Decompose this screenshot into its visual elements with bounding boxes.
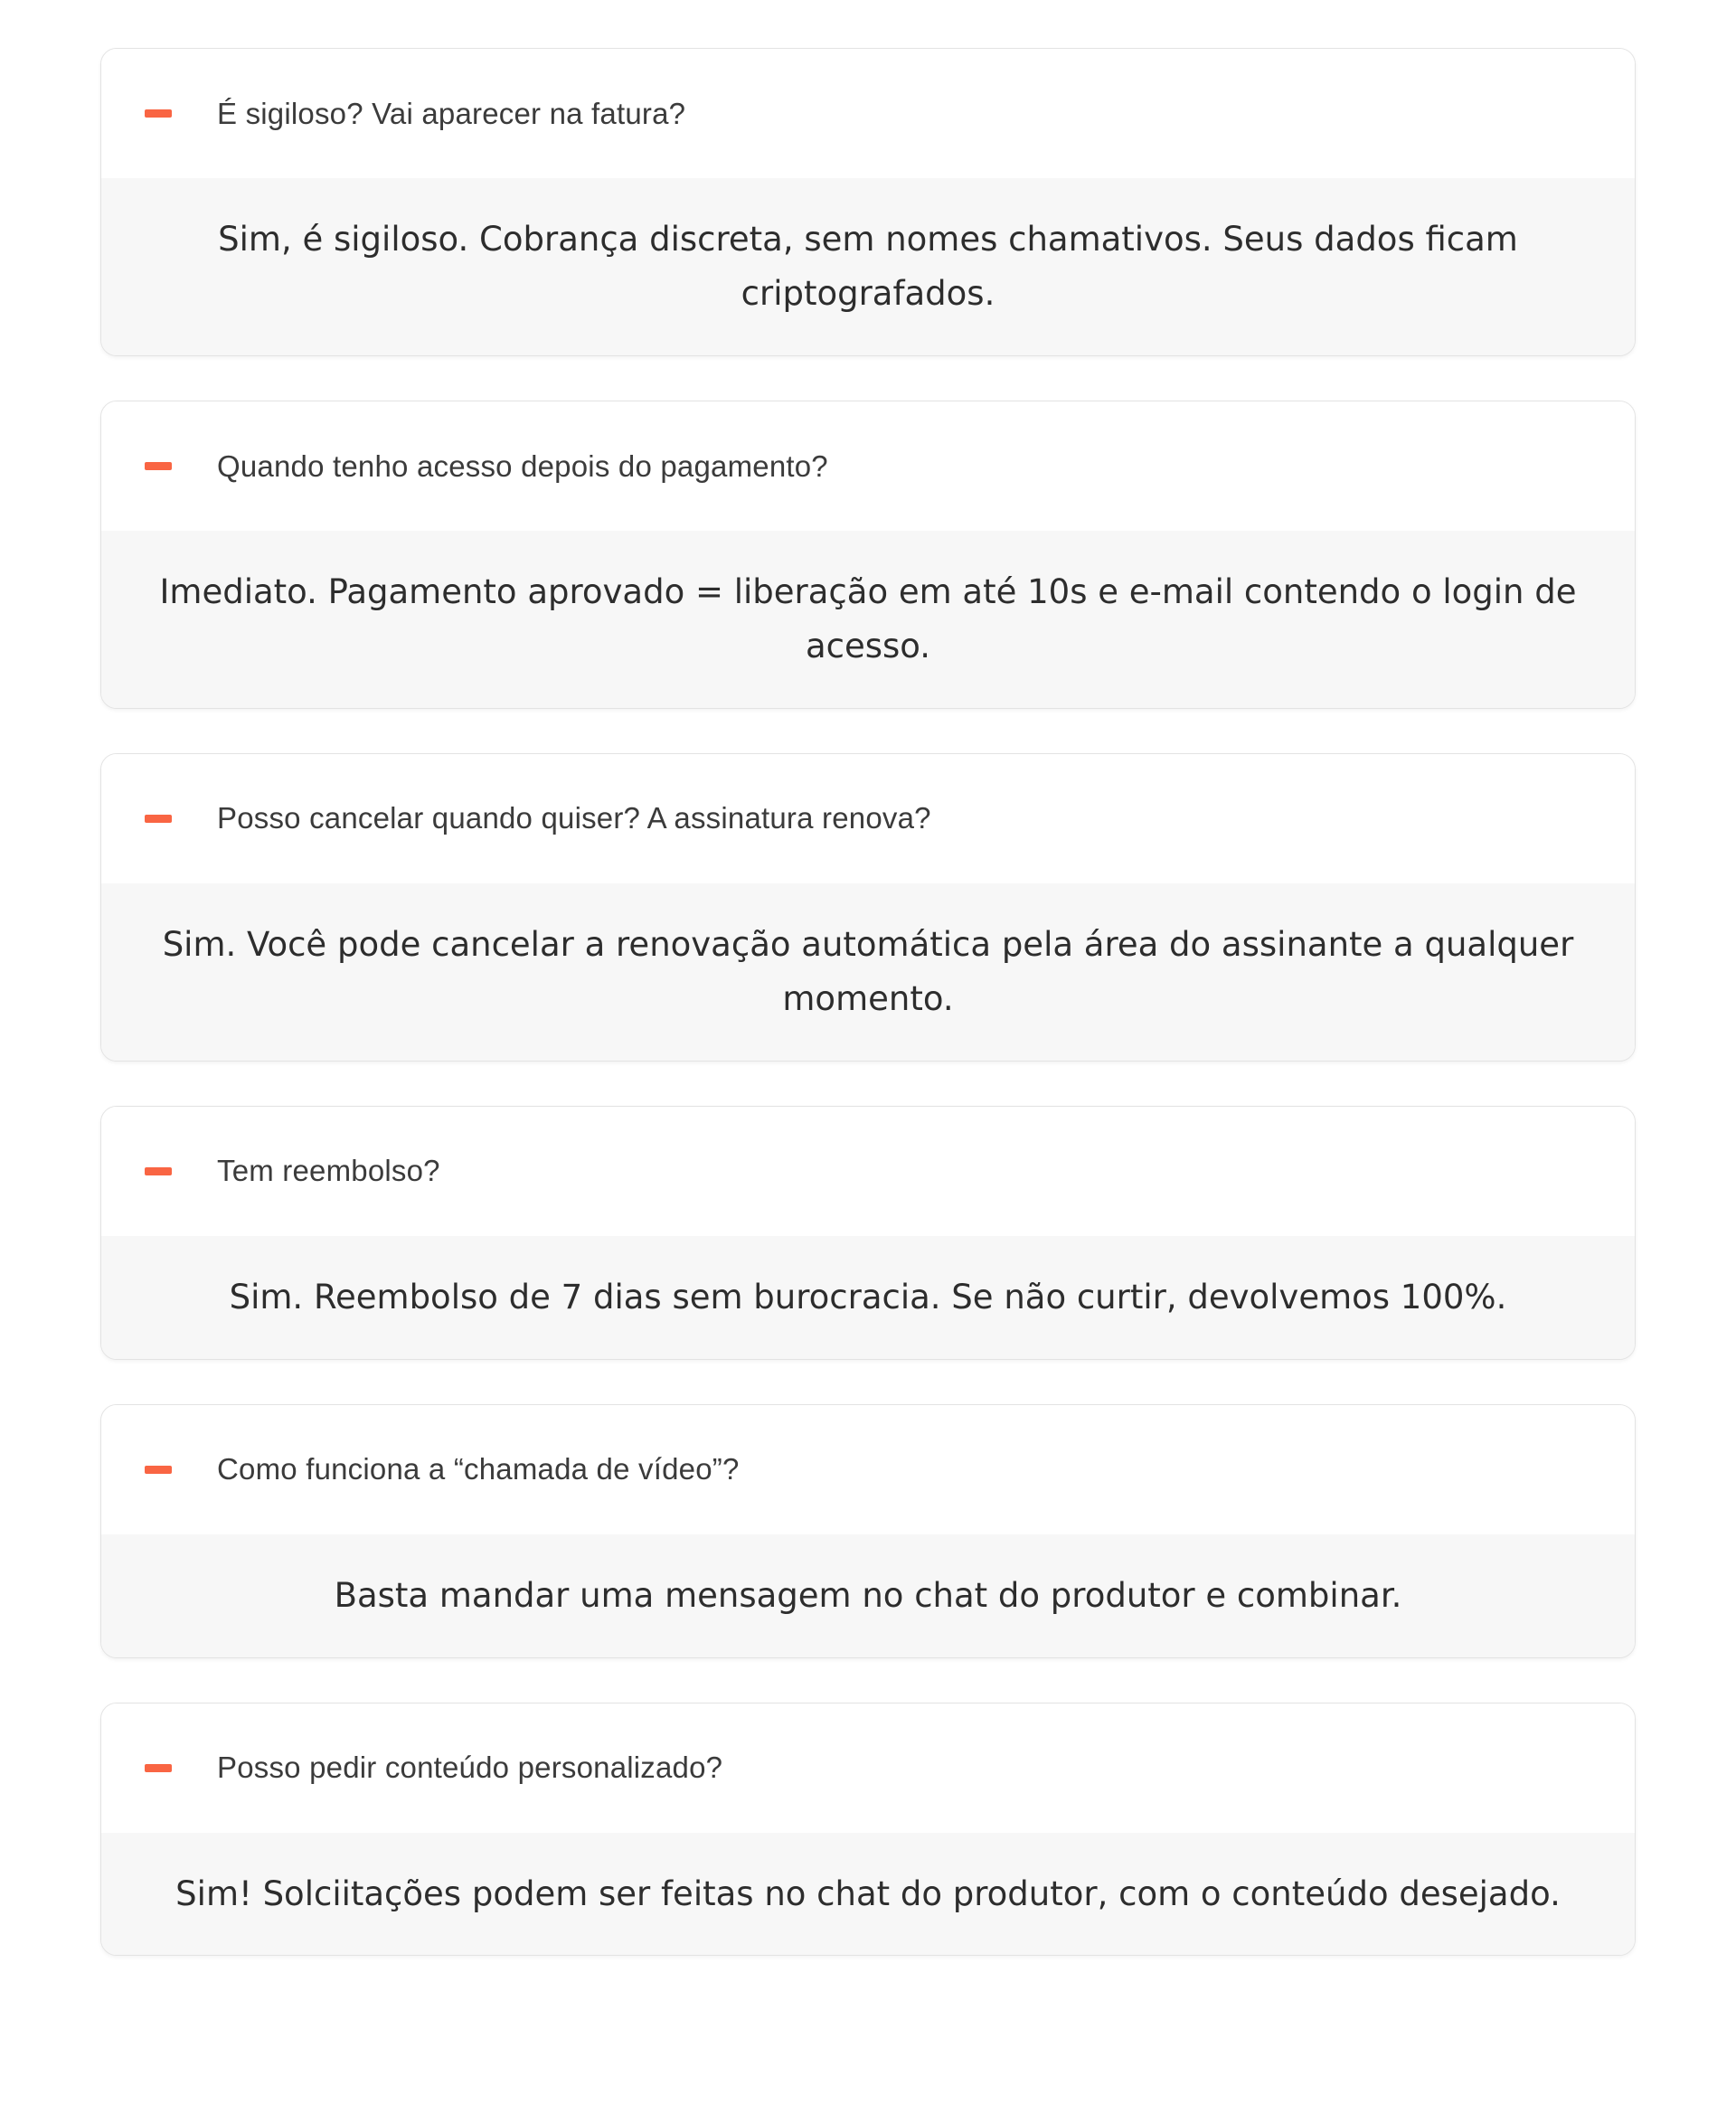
- minus-icon[interactable]: [145, 815, 172, 823]
- faq-answer-panel: [101, 531, 1635, 708]
- faq-answer-panel: [101, 1833, 1635, 1956]
- faq-answer-text: Sim! Solciitações podem ser feitas no chat do produtor, com o conteúdo desejado.: [175, 1873, 1561, 1913]
- faq-answer-panel: [101, 1236, 1635, 1359]
- minus-icon[interactable]: [145, 462, 172, 470]
- minus-icon[interactable]: [145, 1764, 172, 1772]
- faq-question-header[interactable]: [101, 49, 1635, 178]
- minus-icon[interactable]: [145, 1466, 172, 1474]
- faq-question-header[interactable]: [101, 401, 1635, 531]
- faq-question-text: Posso pedir conteúdo personalizado?: [217, 1751, 723, 1785]
- faq-question-header[interactable]: [101, 1107, 1635, 1236]
- faq-answer-text: Sim, é sigiloso. Cobrança discreta, sem nomes chamativos. Seus dados ficam criptografados.: [218, 220, 1518, 313]
- faq-question-text: Quando tenho acesso depois do pagamento?: [217, 448, 828, 483]
- faq-item-5: [100, 1404, 1636, 1658]
- faq-item-6: [100, 1703, 1636, 1957]
- faq-answer-panel: [101, 178, 1635, 355]
- faq-item-2: [100, 401, 1636, 709]
- faq-question-header[interactable]: [101, 1703, 1635, 1833]
- faq-list: [100, 48, 1636, 1956]
- faq-item-4: [100, 1106, 1636, 1360]
- faq-answer-panel: [101, 883, 1635, 1061]
- faq-question-text: É sigiloso? Vai aparecer na fatura?: [217, 96, 686, 130]
- faq-answer-panel: [101, 1534, 1635, 1657]
- faq-question-text: Tem reembolso?: [217, 1154, 440, 1188]
- faq-answer-text: Imediato. Pagamento aprovado = liberação em até 10s e e-mail contendo o login de acesso.: [159, 571, 1577, 665]
- faq-answer-text: Sim. Você pode cancelar a renovação automática pela área do assinante a qualquer momento.: [162, 924, 1574, 1018]
- faq-answer-text: Sim. Reembolso de 7 dias sem burocracia. Se não curtir, devolvemos 100%.: [229, 1277, 1507, 1317]
- faq-item-3: [100, 753, 1636, 1062]
- faq-question-header[interactable]: [101, 1405, 1635, 1534]
- faq-item-1: [100, 48, 1636, 356]
- faq-question-header[interactable]: [101, 754, 1635, 883]
- minus-icon[interactable]: [145, 1167, 172, 1175]
- faq-answer-text: Basta mandar uma mensagem no chat do produtor e combinar.: [334, 1575, 1402, 1615]
- faq-question-text: Posso cancelar quando quiser? A assinatura renova?: [217, 801, 931, 835]
- minus-icon[interactable]: [145, 109, 172, 118]
- faq-question-text: Como funciona a “chamada de vídeo”?: [217, 1452, 740, 1486]
